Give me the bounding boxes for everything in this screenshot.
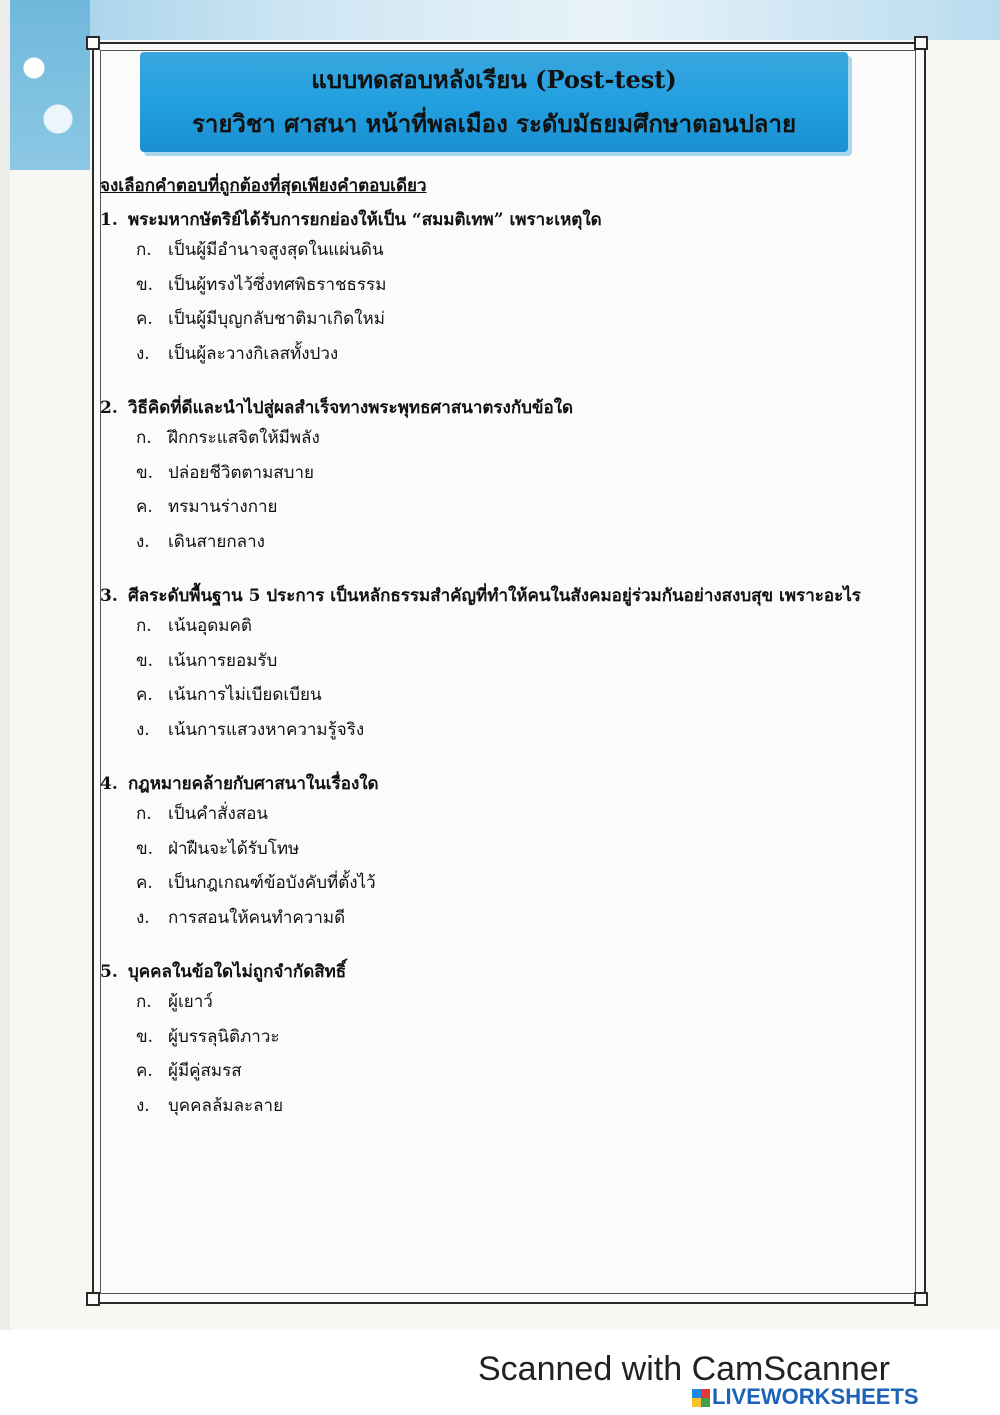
liveworksheets-logo: [692, 1382, 992, 1412]
question-prompt: วิธีคิดที่ดีและนำไปสู่ผลสำเร็จทางพระพุทธศาสนาตรงกับข้อใด: [128, 398, 574, 418]
choice-letter: ก.: [136, 992, 152, 1012]
question-number: 1.: [100, 210, 118, 230]
answer-choice[interactable]: [100, 713, 930, 748]
choice-list: [100, 421, 930, 559]
question-number: 5.: [100, 962, 118, 982]
answer-choice[interactable]: [100, 1020, 930, 1055]
choice-letter: ง.: [136, 907, 150, 928]
answer-choice[interactable]: [100, 832, 930, 867]
question-prompt: บุคคลในข้อใดไม่ถูกจำกัดสิทธิ์: [128, 962, 347, 982]
answer-choice[interactable]: [100, 490, 930, 525]
answer-choice[interactable]: [100, 866, 930, 901]
answer-choice[interactable]: [100, 1089, 930, 1124]
floral-border-side: [10, 0, 90, 170]
scanned-watermark: Scanned with CamScanner: [478, 1350, 891, 1388]
choice-letter: ค.: [136, 685, 153, 705]
choice-letter: ข.: [136, 838, 154, 859]
choice-letter: ค.: [136, 873, 153, 893]
question-text: [100, 771, 930, 797]
choice-letter: ข.: [136, 650, 154, 671]
choice-text: เป็นผู้ทรงไว้ซึ่งทศพิธราชธรรม: [168, 274, 387, 295]
question-number: 2.: [100, 398, 118, 418]
choice-list: [100, 985, 930, 1123]
frame-corner: [86, 1292, 100, 1306]
choice-text: ทรมานร่างกาย: [168, 497, 278, 517]
choice-text: เป็นกฎเกณฑ์ข้อบังคับที่ตั้งไว้: [168, 873, 376, 893]
frame-corner: [914, 1292, 928, 1306]
question-text: [100, 395, 930, 421]
answer-choice[interactable]: [100, 421, 930, 456]
choice-text: เป็นคำสั่งสอน: [168, 804, 269, 824]
frame-corner: [86, 36, 100, 50]
choice-text: ผู้มีคู่สมรส: [168, 1061, 242, 1081]
answer-choice[interactable]: [100, 985, 930, 1020]
question-prompt: ศีลระดับพื้นฐาน 5 ประการ เป็นหลักธรรมสำคัญที่ทำให้คนในสังคมอยู่ร่วมกันอย่างสงบสุข เพราะอะไร: [128, 586, 861, 606]
choice-letter: ข.: [136, 1026, 154, 1047]
choice-letter: ก.: [136, 616, 152, 636]
choice-letter: ข.: [136, 462, 154, 483]
choice-letter: ก.: [136, 428, 152, 448]
choice-text: บุคคลล้มละลาย: [168, 1095, 284, 1116]
choice-text: เน้นการแสวงหาความรู้จริง: [168, 719, 365, 740]
question-text: [100, 207, 930, 233]
choice-text: การสอนให้คนทำความดี: [168, 907, 346, 928]
frame-corner: [914, 36, 928, 50]
answer-choice[interactable]: [100, 456, 930, 491]
question-2: [100, 395, 930, 559]
page-title: แบบทดสอบหลังเรียน (Post-test): [311, 65, 677, 94]
choice-letter: ก.: [136, 804, 152, 824]
choice-letter: ค.: [136, 309, 153, 329]
liveworksheets-icon: [692, 1389, 710, 1407]
answer-choice[interactable]: [100, 268, 930, 303]
choice-text: ฝึกกระแสจิตให้มีพลัง: [168, 428, 320, 448]
choice-text: เน้นอุดมคติ: [168, 616, 252, 636]
choice-letter: ง.: [136, 1095, 150, 1116]
choice-text: ผู้เยาว์: [168, 992, 213, 1012]
instruction: จงเลือกคำตอบที่ถูกต้องที่สุดเพียงคำตอบเดียว: [100, 176, 427, 196]
answer-choice[interactable]: [100, 233, 930, 268]
choice-text: ปล่อยชีวิตตามสบาย: [168, 462, 314, 483]
answer-choice[interactable]: [100, 302, 930, 337]
question-4: [100, 771, 930, 935]
answer-choice[interactable]: [100, 901, 930, 936]
choice-text: ฝ่าฝืนจะได้รับโทษ: [168, 838, 300, 859]
question-text: [100, 959, 930, 985]
answer-choice[interactable]: [100, 609, 930, 644]
question-number: 3.: [100, 586, 118, 606]
question-number: 4.: [100, 774, 118, 794]
choice-letter: ค.: [136, 497, 153, 517]
question-5: [100, 959, 930, 1123]
choice-list: [100, 797, 930, 935]
choice-text: ผู้บรรลุนิติภาวะ: [168, 1026, 280, 1047]
choice-text: เน้นการไม่เบียดเบียน: [168, 685, 322, 705]
choice-letter: ค.: [136, 1061, 153, 1081]
question-prompt: พระมหากษัตริย์ได้รับการยกย่องให้เป็น “สมมติเทพ” เพราะเหตุใด: [128, 210, 602, 230]
choice-letter: ก.: [136, 240, 152, 260]
question-prompt: กฎหมายคล้ายกับศาสนาในเรื่องใด: [128, 774, 379, 794]
question-text: [100, 583, 930, 609]
answer-choice[interactable]: [100, 525, 930, 560]
answer-choice[interactable]: [100, 337, 930, 372]
answer-choice[interactable]: [100, 678, 930, 713]
choice-text: เป็นผู้มีบุญกลับชาติมาเกิดใหม่: [168, 309, 385, 329]
floral-border-top: [10, 0, 1000, 40]
title-banner: [140, 52, 848, 152]
answer-choice[interactable]: [100, 797, 930, 832]
answer-choice[interactable]: [100, 1054, 930, 1089]
answer-choice[interactable]: [100, 644, 930, 679]
choice-text: เป็นผู้ละวางกิเลสทั้งปวง: [168, 343, 339, 364]
question-list: [100, 172, 930, 1147]
choice-letter: ข.: [136, 274, 154, 295]
choice-text: เน้นการยอมรับ: [168, 650, 278, 671]
subject-title: รายวิชา ศาสนา หน้าที่พลเมือง ระดับมัธยมศึกษาตอนปลาย: [191, 109, 797, 138]
liveworksheets-brand: LIVEWORKSHEETS: [712, 1384, 919, 1409]
choice-text: เป็นผู้มีอำนาจสูงสุดในแผ่นดิน: [168, 240, 384, 260]
choice-letter: ง.: [136, 531, 150, 552]
choice-list: [100, 233, 930, 371]
choice-letter: ง.: [136, 719, 150, 740]
choice-letter: ง.: [136, 343, 150, 364]
question-1: [100, 207, 930, 371]
question-3: [100, 583, 930, 747]
choice-text: เดินสายกลาง: [168, 531, 265, 552]
choice-list: [100, 609, 930, 747]
